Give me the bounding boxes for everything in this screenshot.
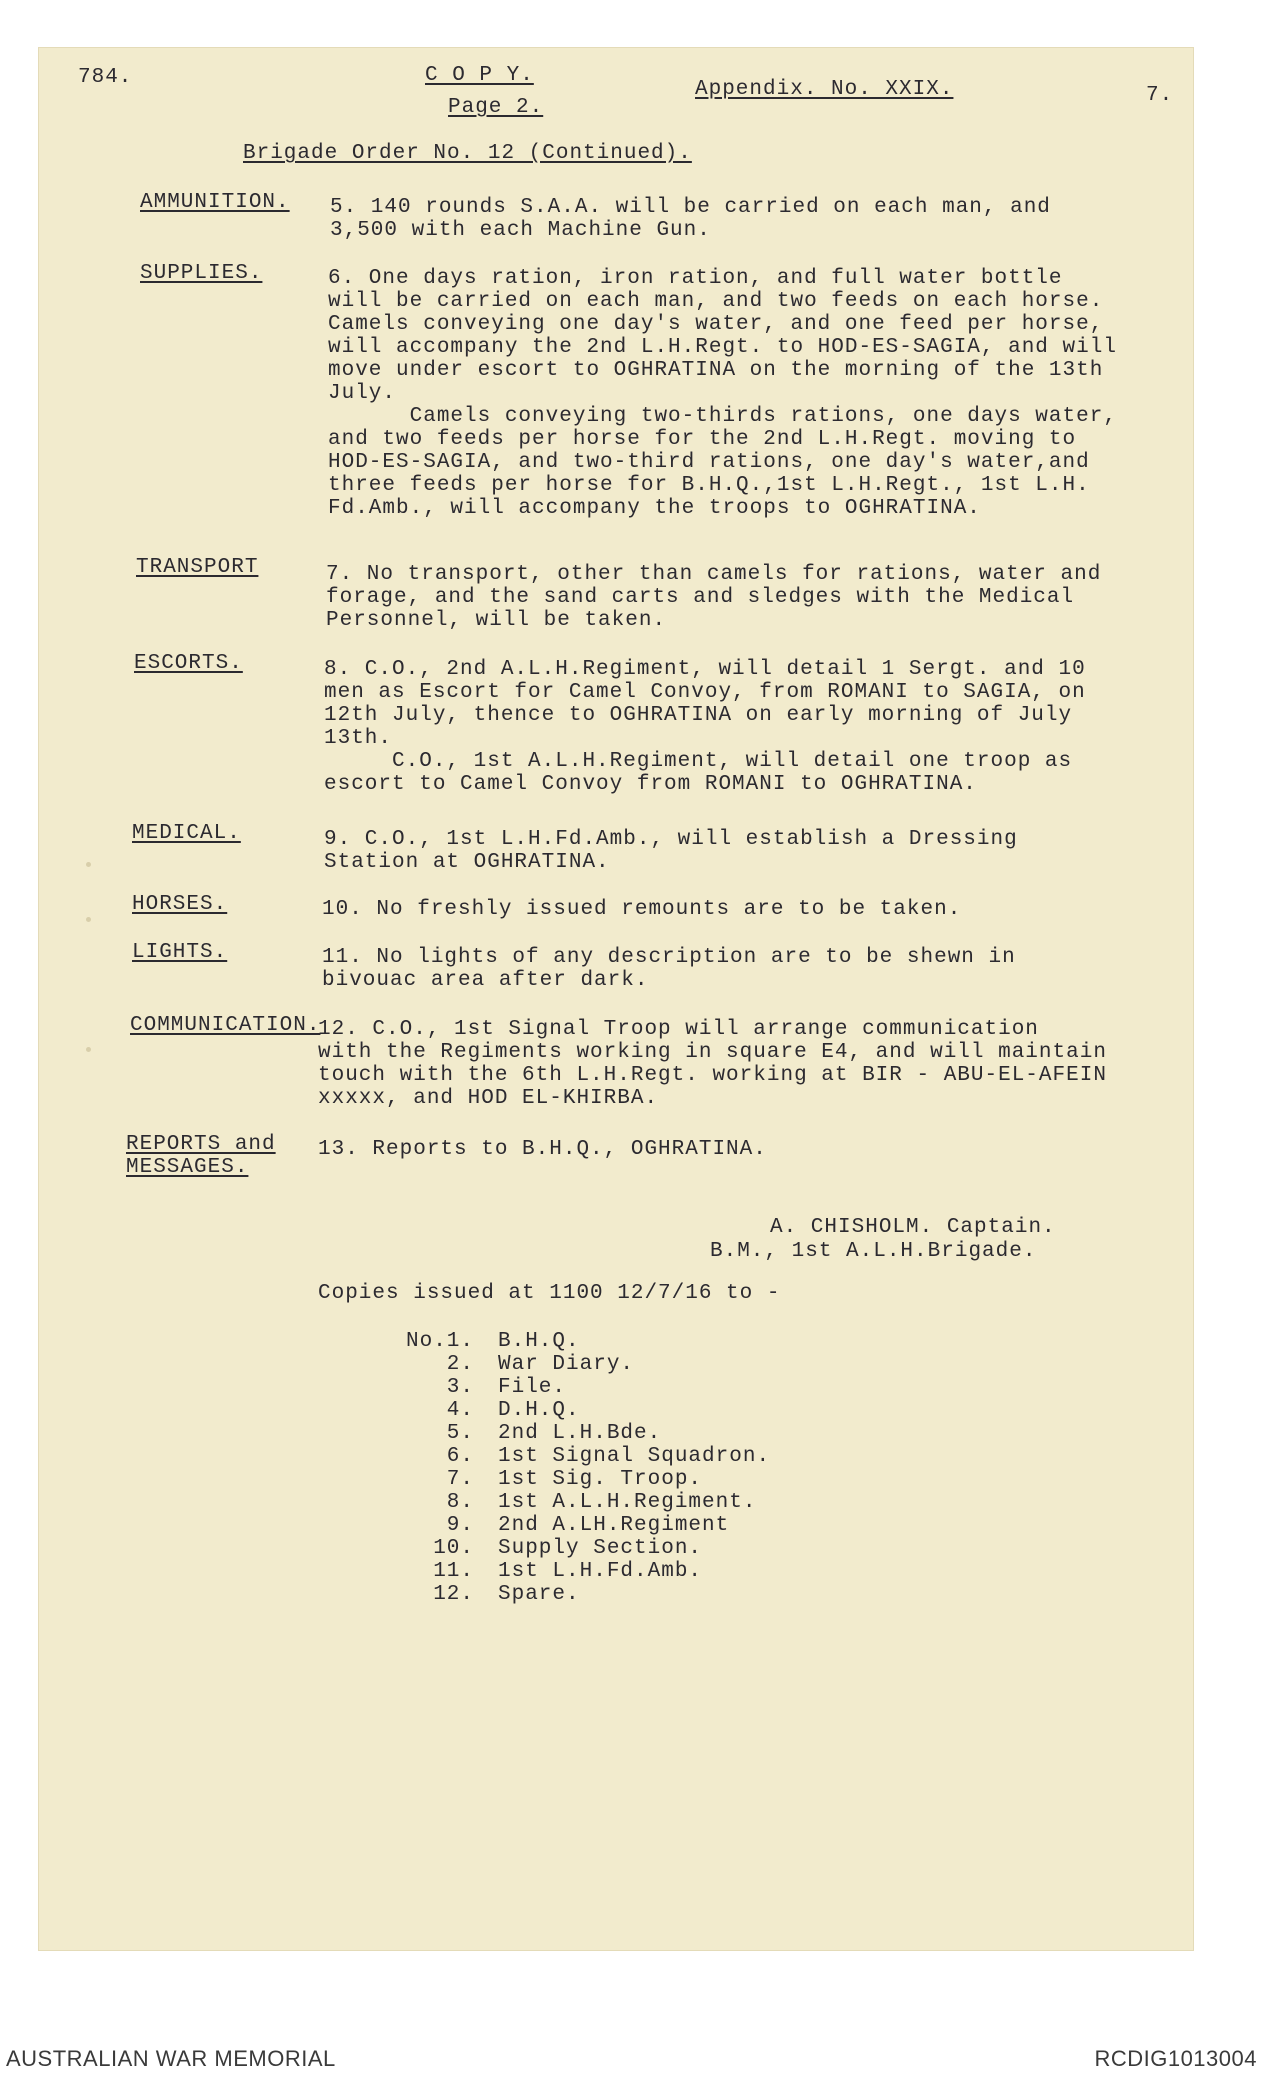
section-heading: MEDICAL. — [132, 822, 241, 845]
section-body — [326, 563, 1101, 632]
copy-recipient: War Diary. — [498, 1353, 635, 1376]
body-line: with the Regiments working in square E4, and will maintain — [318, 1041, 1107, 1064]
page-number: 784. — [78, 66, 133, 89]
section-body — [324, 658, 1086, 796]
section-body — [328, 267, 1117, 520]
body-line: will be carried on each man, and two feeds on each horse. — [328, 290, 1104, 313]
copy-number: 9. — [446, 1514, 474, 1537]
copy-recipient: File. — [498, 1376, 567, 1399]
distribution-list — [374, 1330, 770, 1606]
copy-number: 6. — [446, 1445, 474, 1468]
body-line: men as Escort for Camel Convoy, from ROMANI to SAGIA, on — [324, 681, 1086, 704]
body-line: 8. C.O., 2nd A.L.H.Regiment, will detail 1 Sergt. and 10 — [324, 658, 1086, 681]
body-line: and two feeds per horse for the 2nd L.H.Regt. moving to — [328, 428, 1077, 451]
body-line: HOD-ES-SAGIA, and two-third rations, one day's water,and — [328, 451, 1090, 474]
copy-number: 3. — [446, 1376, 474, 1399]
section-heading: ESCORTS. — [134, 652, 243, 675]
body-line: bivouac area after dark. — [322, 969, 649, 992]
list-item — [374, 1399, 770, 1422]
body-line: will accompany the 2nd L.H.Regt. to HOD-ES-SAGIA, and will — [328, 336, 1117, 359]
copy-recipient: 2nd L.H.Bde. — [498, 1422, 662, 1445]
body-line: xxxxx, and HOD EL-KHIRBA. — [318, 1087, 659, 1110]
section-body — [324, 828, 1018, 874]
footer-reference: RCDIG1013004 — [1094, 2046, 1257, 2071]
section-heading: COMMUNICATION. — [130, 1014, 321, 1037]
copy-number: No.1. — [405, 1330, 474, 1353]
section-body — [318, 1138, 767, 1161]
section-heading: AMMUNITION. — [140, 191, 290, 214]
copy-recipient: 2nd A.LH.Regiment — [498, 1514, 730, 1537]
body-line: Station at OGHRATINA. — [324, 851, 610, 874]
copy-recipient: Supply Section. — [498, 1537, 703, 1560]
section-heading: REPORTS and MESSAGES. — [126, 1133, 276, 1179]
body-line: move under escort to OGHRATINA on the morning of the 13th — [328, 359, 1104, 382]
copy-number: 12. — [433, 1583, 474, 1606]
signature-role: B.M., 1st A.L.H.Brigade. — [710, 1240, 1037, 1263]
section-body — [330, 196, 1051, 242]
section-body — [322, 898, 961, 921]
section-heading: SUPPLIES. — [140, 262, 263, 285]
body-line: 10. No freshly issued remounts are to be taken. — [322, 898, 962, 921]
copy-number: 4. — [446, 1399, 474, 1422]
list-item — [374, 1491, 770, 1514]
body-line: forage, and the sand carts and sledges with the Medical — [326, 586, 1075, 609]
footer-institution: AUSTRALIAN WAR MEMORIAL — [6, 2046, 336, 2071]
list-item — [374, 1560, 770, 1583]
list-item — [374, 1537, 770, 1560]
body-line: 13. Reports to B.H.Q., OGHRATINA. — [318, 1138, 767, 1161]
folio-number: 7. — [1146, 84, 1174, 107]
copy-number: 8. — [446, 1491, 474, 1514]
body-line: Fd.Amb., will accompany the troops to OGHRATINA. — [328, 497, 981, 520]
body-line: 11. No lights of any description are to be shewn in — [322, 946, 1016, 969]
section-body — [322, 946, 1016, 992]
body-line: July. — [328, 382, 397, 405]
body-line: 7. No transport, other than camels for rations, water and — [326, 563, 1102, 586]
section-body — [318, 1018, 1107, 1110]
order-title: Brigade Order No. 12 (Continued). — [243, 142, 692, 165]
appendix-label: Appendix. No. XXIX. — [695, 78, 954, 101]
copy-number: 5. — [446, 1422, 474, 1445]
copy-number: 11. — [433, 1560, 474, 1583]
list-item — [374, 1514, 770, 1537]
copy-recipient: D.H.Q. — [498, 1399, 580, 1422]
copy-number: 10. — [433, 1537, 474, 1560]
body-line: 13th. — [324, 727, 393, 750]
body-line: 6. One days ration, iron ration, and full water bottle — [328, 267, 1063, 290]
body-line: C.O., 1st A.L.H.Regiment, will detail one troop as — [324, 750, 1073, 773]
list-item — [374, 1422, 770, 1445]
body-line: 3,500 with each Machine Gun. — [330, 219, 711, 242]
list-item — [374, 1445, 770, 1468]
signature-name: A. CHISHOLM. Captain. — [770, 1216, 1056, 1239]
copy-recipient: 1st Sig. Troop. — [498, 1468, 703, 1491]
copy-number: 2. — [446, 1353, 474, 1376]
copy-recipient: Spare. — [498, 1583, 580, 1606]
copy-recipient: 1st A.L.H.Regiment. — [498, 1491, 757, 1514]
section-heading: LIGHTS. — [132, 941, 228, 964]
page-label: Page 2. — [448, 96, 544, 119]
body-line: touch with the 6th L.H.Regt. working at BIR - ABU-EL-AFEIN — [318, 1064, 1107, 1087]
list-item — [374, 1583, 770, 1606]
body-line: Camels conveying one day's water, and one feed per horse, — [328, 313, 1104, 336]
copy-number: 7. — [446, 1468, 474, 1491]
section-heading: HORSES. — [132, 893, 228, 916]
section-heading: TRANSPORT — [136, 556, 259, 579]
body-line: escort to Camel Convoy from ROMANI to OGHRATINA. — [324, 773, 977, 796]
body-line: Camels conveying two-thirds rations, one days water, — [328, 405, 1117, 428]
body-line: 9. C.O., 1st L.H.Fd.Amb., will establish a Dressing — [324, 828, 1018, 851]
body-line: Personnel, will be taken. — [326, 609, 667, 632]
list-item — [374, 1376, 770, 1399]
copy-heading: C O P Y. — [425, 64, 534, 87]
body-line: 12. C.O., 1st Signal Troop will arrange communication — [318, 1018, 1039, 1041]
body-line: three feeds per horse for B.H.Q.,1st L.H.Regt., 1st L.H. — [328, 474, 1090, 497]
list-item — [374, 1330, 770, 1353]
copy-recipient: B.H.Q. — [498, 1330, 580, 1353]
list-item — [374, 1468, 770, 1491]
list-item — [374, 1353, 770, 1376]
body-line: 5. 140 rounds S.A.A. will be carried on each man, and — [330, 196, 1051, 219]
copy-recipient: 1st Signal Squadron. — [498, 1445, 771, 1468]
body-line: 12th July, thence to OGHRATINA on early morning of July — [324, 704, 1073, 727]
copies-issued-line: Copies issued at 1100 12/7/16 to - — [318, 1282, 781, 1305]
copy-recipient: 1st L.H.Fd.Amb. — [498, 1560, 703, 1583]
